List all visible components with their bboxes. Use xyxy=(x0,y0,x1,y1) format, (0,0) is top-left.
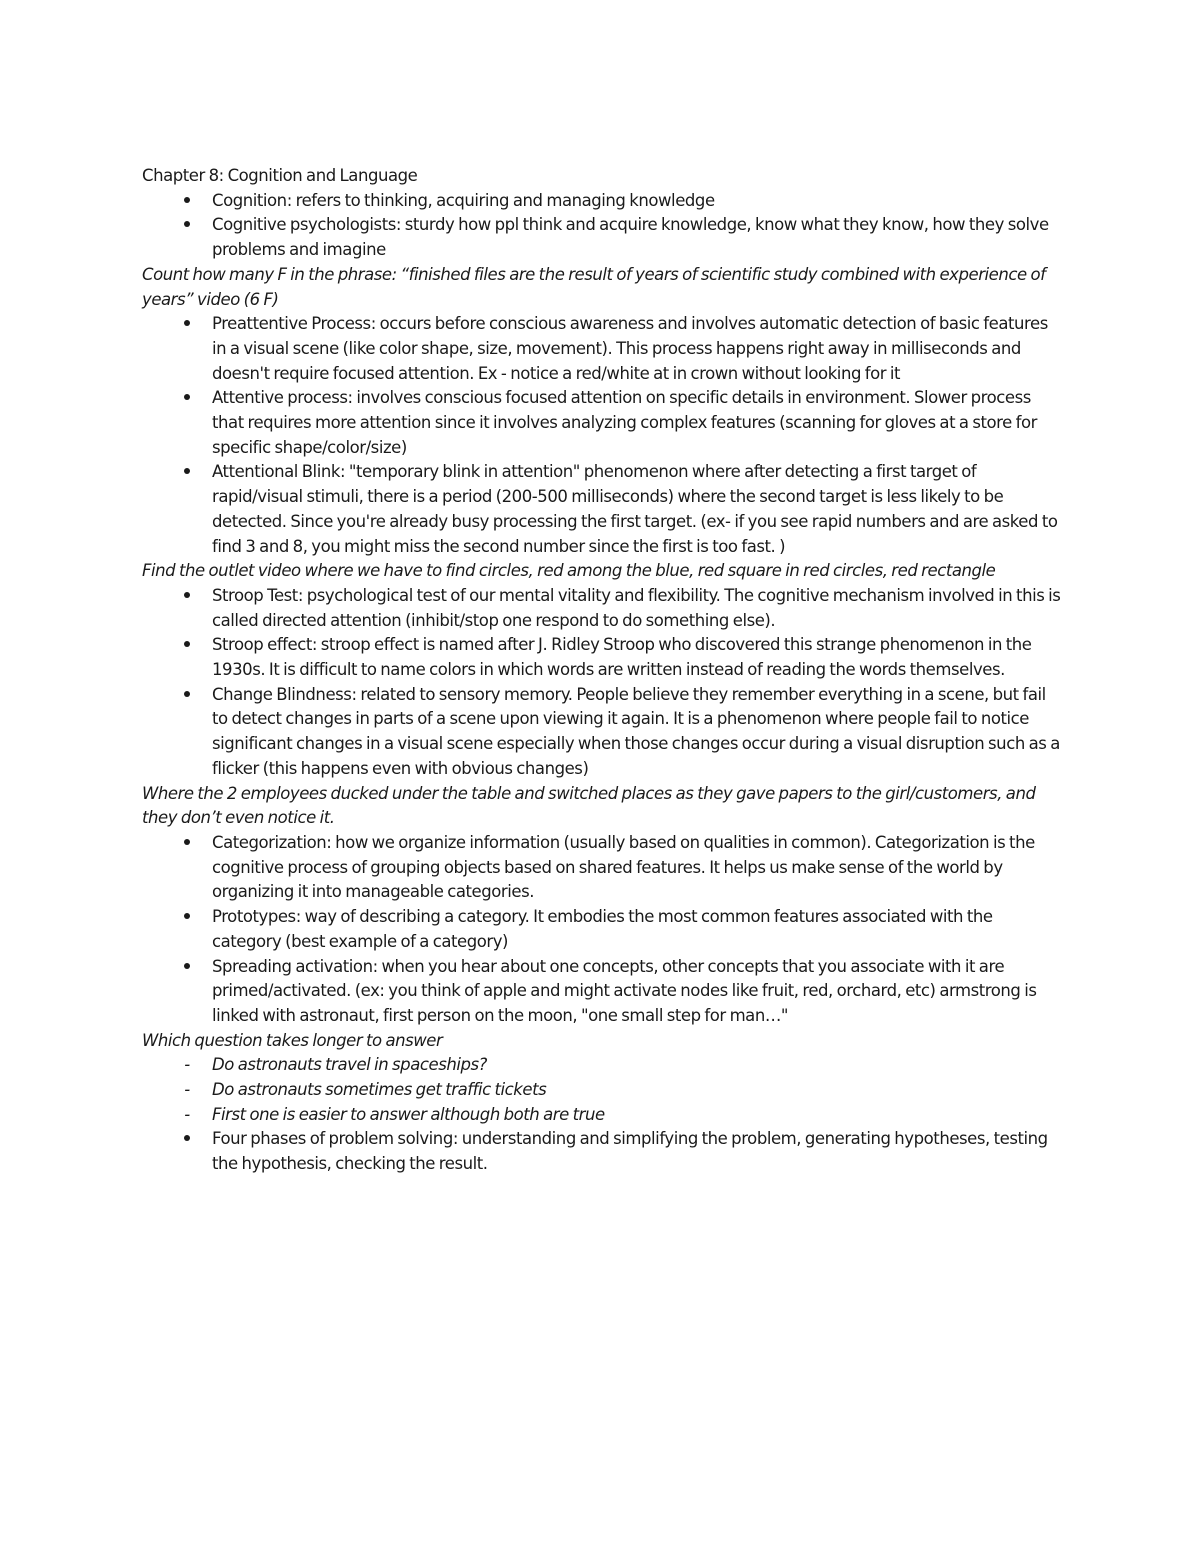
list-item-text: Do astronauts sometimes get traffic tickets xyxy=(212,1080,547,1100)
document-body xyxy=(142,189,1062,1177)
list-item-text: Spreading activation: when you hear about one concepts, other concepts that you associate with it are primed/activated. (ex: you think of apple and might activate nodes like fruit, red, orchard, etc) armstrong is linked with astronaut, first person on the moon, "one small step for man…" xyxy=(212,956,1037,1025)
bullet-dot-icon xyxy=(181,831,193,856)
bullet-dot-icon xyxy=(181,460,193,485)
list-item xyxy=(142,955,1062,1029)
italic-note: Find the outlet video where we have to find circles, red among the blue, red square in red circles, red rectangle xyxy=(142,561,996,581)
bullet-dot-icon xyxy=(181,955,193,980)
list-item-text: Stroop effect: stroop effect is named after J. Ridley Stroop who discovered this strange phenomenon in the 1930s. It is difficult to name colors in which words are written instead of reading the words themselves. xyxy=(212,635,1032,680)
bullet-dot-icon xyxy=(181,386,193,411)
bullet-dot-icon xyxy=(181,312,193,337)
list-item xyxy=(142,1127,1062,1176)
bullet-dot-icon xyxy=(181,905,193,930)
bullet-dot-icon xyxy=(181,1127,193,1152)
bullet-list xyxy=(142,189,1062,263)
list-item-text: Attentive process: involves conscious focused attention on specific details in environment. Slower process that requires more attention since it involves analyzing complex features (scanning for gloves at a store for specific shape/color/size) xyxy=(212,388,1037,457)
list-item-text: Categorization: how we organize information (usually based on qualities in common). Categorization is the cognitive process of grouping objects based on shared features. It helps us make sense of the world by organizing it into manageable categories. xyxy=(212,832,1035,902)
list-item-text: Stroop Test: psychological test of our mental vitality and flexibility. The cognitive mechanism involved in this is called directed attention (inhibit/stop one respond to do something else). xyxy=(212,585,1061,630)
bullet-dot-icon xyxy=(181,683,193,708)
bullet-dash-icon xyxy=(181,1078,193,1103)
bullet-list xyxy=(142,831,1062,1029)
list-item xyxy=(142,386,1062,460)
list-item xyxy=(142,633,1062,682)
list-item xyxy=(142,905,1062,954)
bullet-dash-icon xyxy=(181,1103,193,1128)
list-item xyxy=(142,213,1062,262)
bullet-dot-icon xyxy=(181,189,193,214)
bullet-dash-icon xyxy=(181,1053,193,1078)
list-item xyxy=(142,189,1062,214)
bullet-dot-icon xyxy=(181,633,193,658)
bullet-list xyxy=(142,312,1062,559)
italic-note: Which question takes longer to answer xyxy=(142,1030,443,1050)
list-item xyxy=(142,831,1062,905)
list-item xyxy=(142,1078,1062,1103)
list-item xyxy=(142,1053,1062,1078)
list-item xyxy=(142,683,1062,782)
list-item-text: Four phases of problem solving: understanding and simplifying the problem, generating hypotheses, testing the hypothesis, checking the result. xyxy=(212,1129,1048,1174)
italic-note: Where the 2 employees ducked under the table and switched places as they gave papers to the girl/customers, and they don’t even notice it. xyxy=(142,783,1036,828)
list-item xyxy=(142,460,1062,559)
list-item-text: Preattentive Process: occurs before conscious awareness and involves automatic detection of basic features in a visual scene (like color shape, size, movement). This process happens right away in milliseconds and doesn't require focused attention. Ex - notice a red/white at in crown without looking for it xyxy=(212,314,1048,383)
list-item-text: First one is easier to answer although both are true xyxy=(212,1104,605,1124)
list-item-text: Cognition: refers to thinking, acquiring and managing knowledge xyxy=(212,190,715,210)
list-item-text: Prototypes: way of describing a category. It embodies the most common features associated with the category (best example of a category) xyxy=(212,907,993,951)
list-item xyxy=(142,312,1062,386)
list-item-text: Do astronauts travel in spaceships? xyxy=(212,1055,487,1075)
bullet-dot-icon xyxy=(181,584,193,609)
bullet-dot-icon xyxy=(181,213,193,238)
document-page xyxy=(142,164,1062,1177)
italic-note: Count how many F in the phrase: “finished files are the result of years of scientific study combined with experience of years” video (6 F) xyxy=(142,264,1046,309)
list-item xyxy=(142,584,1062,633)
list-item xyxy=(142,1103,1062,1128)
list-item-text: Cognitive psychologists: sturdy how ppl think and acquire knowledge, know what they know, how they solve problems and imagine xyxy=(212,215,1049,260)
list-item-text: Attentional Blink: "temporary blink in attention" phenomenon where after detecting a first target of rapid/visual stimuli, there is a period (200-500 milliseconds) where the second target is less likely to be detected. Since you're already busy processing the first target. (ex- if you see rapid numbers and are asked to find 3 and 8, you might miss the second number since the first is too fast. ) xyxy=(212,462,1058,556)
bullet-list xyxy=(142,1053,1062,1177)
bullet-list xyxy=(142,584,1062,782)
list-item-text: Change Blindness: related to sensory memory. People believe they remember everything in a scene, but fail to detect changes in parts of a scene upon viewing it again. It is a phenomenon where people fail to notice significant changes in a visual scene especially when those changes occur during a visual disruption such as a flicker (this happens even with obvious changes) xyxy=(212,684,1060,778)
chapter-title: Chapter 8: Cognition and Language xyxy=(142,166,418,185)
